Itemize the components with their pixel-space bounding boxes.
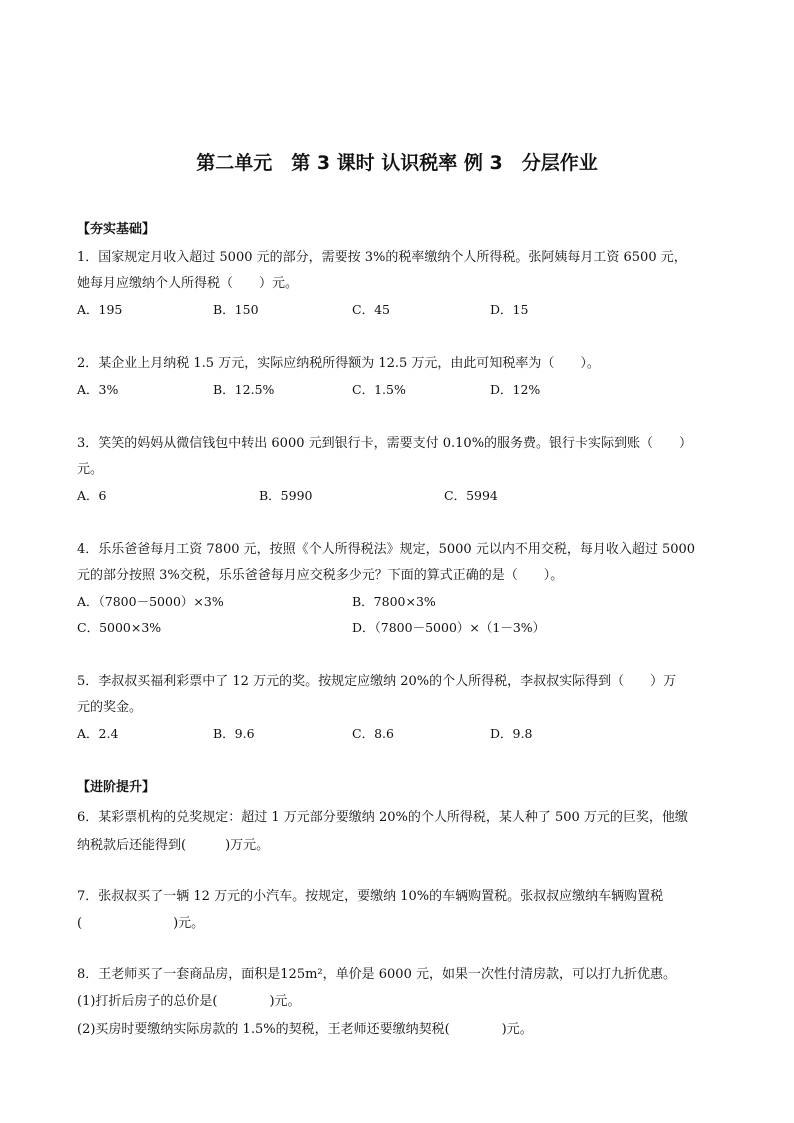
question-7-line-1: 7．张叔叔买了一辆 12 万元的小汽车。按规定，要缴纳 10%的车辆购置税。张叔叔应缴纳车辆购置税 — [77, 889, 664, 904]
question-3-option-a[interactable]: A．6 — [77, 488, 107, 503]
section-heading-basic: 【夯实基础】 — [77, 222, 156, 237]
question-3-option-c[interactable]: C．5994 — [444, 488, 498, 503]
question-2-option-c[interactable]: C．1.5% — [352, 382, 406, 397]
question-4-option-a[interactable]: A．（7800－5000）×3% — [77, 594, 224, 609]
question-3-line-2: 元。 — [77, 462, 104, 477]
page-title: 第二单元 第 3 课时 认识税率 例 3 分层作业 — [196, 152, 598, 174]
question-4-option-c[interactable]: C．5000×3% — [77, 620, 162, 635]
question-1-option-d[interactable]: D．15 — [490, 302, 529, 317]
question-5-option-c[interactable]: C．8.6 — [352, 726, 394, 741]
question-8-line-1: 8．王老师买了一套商品房，面积是125m²，单价是 6000 元，如果一次性付清房款，可以打九折优惠。 — [77, 967, 676, 982]
question-4-line-2: 元的部分按照 3%交税，乐乐爸爸每月应交税多少元？下面的算式正确的是（ ）。 — [77, 568, 564, 583]
question-1-line-1: 1．国家规定月收入超过 5000 元的部分，需要按 3%的税率缴纳个人所得税。张阿姨每月工资 6500 元， — [77, 250, 687, 265]
question-5-line-2: 元的奖金。 — [77, 700, 143, 715]
question-4-option-d[interactable]: D．（7800－5000）×（1－3%） — [352, 620, 546, 635]
question-3-option-b[interactable]: B．5990 — [259, 488, 313, 503]
question-1-option-a[interactable]: A．195 — [77, 302, 123, 317]
question-7-line-2: ( )元。 — [77, 916, 205, 931]
section-heading-advanced: 【进阶提升】 — [77, 780, 156, 795]
question-6-line-1: 6．某彩票机构的兑奖规定：超过 1 万元部分要缴纳 20%的个人所得税，某人种了 500 万元的巨奖，他缴 — [77, 810, 688, 825]
question-2-option-a[interactable]: A．3% — [77, 382, 119, 397]
question-5-option-d[interactable]: D．9.8 — [490, 726, 533, 741]
question-1-option-c[interactable]: C．45 — [352, 302, 390, 317]
question-4-option-b[interactable]: B．7800×3% — [352, 594, 436, 609]
question-8-line-2: (1)打折后房子的总价是( )元。 — [77, 994, 301, 1009]
question-2-option-b[interactable]: B．12.5% — [213, 382, 275, 397]
question-8-line-3: (2)买房时要缴纳实际房款的 1.5%的契税，王老师还要缴纳契税( )元。 — [77, 1022, 533, 1037]
question-1-option-b[interactable]: B．150 — [213, 302, 259, 317]
question-6-line-2: 纳税款后还能得到( )万元。 — [77, 838, 270, 853]
question-4-line-1: 4．乐乐爸爸每月工资 7800 元，按照《个人所得税法》规定，5000 元以内不用交税，每月收入超过 5000 — [77, 542, 696, 557]
question-3-line-1: 3．笑笑的妈妈从微信钱包中转出 6000 元到银行卡，需要支付 0.10%的服务费。银行卡实际到账（ ） — [77, 436, 693, 451]
question-5-line-1: 5．李叔叔买福利彩票中了 12 万元的奖。按规定应缴纳 20%的个人所得税，李叔叔实际得到（ ）万 — [77, 674, 677, 689]
question-1-line-2: 她每月应缴纳个人所得税（ ）元。 — [77, 276, 299, 291]
question-5-option-a[interactable]: A．2.4 — [77, 726, 119, 741]
question-2-option-d[interactable]: D．12% — [490, 382, 541, 397]
question-2-line-1: 2．某企业上月纳税 1.5 万元，实际应纳税所得额为 12.5 万元，由此可知税率为（ ）。 — [77, 356, 600, 371]
question-5-option-b[interactable]: B．9.6 — [213, 726, 255, 741]
